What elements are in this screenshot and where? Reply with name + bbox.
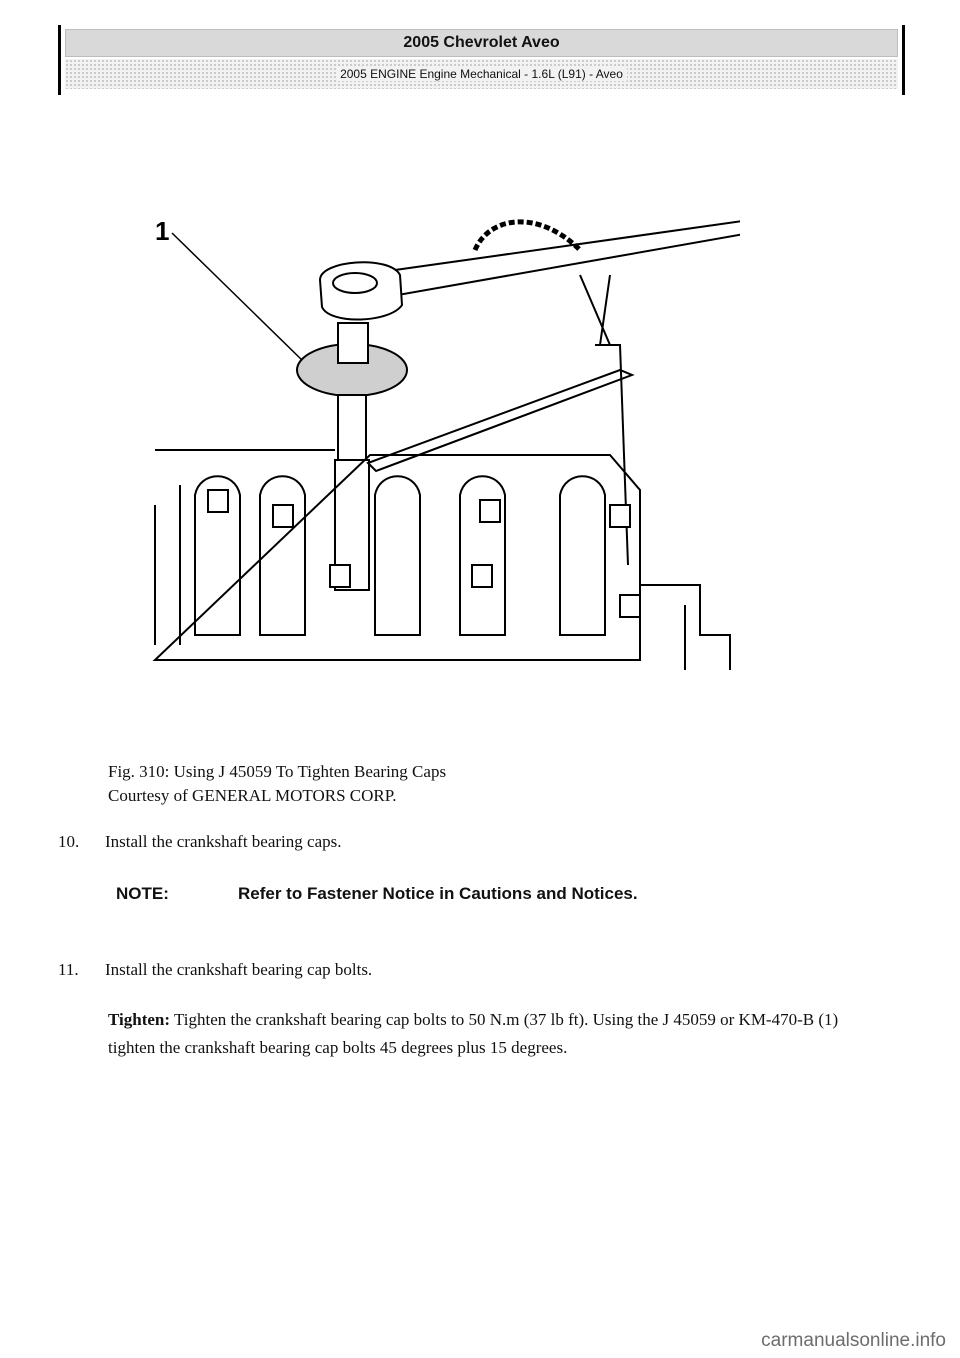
- watermark: carmanualsonline.info: [761, 1330, 946, 1351]
- figure-callout: 1: [155, 216, 170, 246]
- step-number: 10.: [58, 832, 80, 851]
- step-11: [58, 958, 372, 982]
- figure-illustration: [140, 205, 740, 675]
- figure-caption-credit: Courtesy of GENERAL MOTORS CORP.: [108, 786, 397, 805]
- gauge-body: [338, 323, 368, 363]
- step-number: 11.: [58, 960, 79, 979]
- figure-caption: [108, 760, 446, 808]
- bearing-caps: [195, 476, 605, 635]
- header-subtitle-bar: [65, 59, 898, 89]
- figure-caption-title: Fig. 310: Using J 45059 To Tighten Bearing Caps: [108, 762, 447, 781]
- callout-leader-line: [172, 233, 305, 363]
- header-right-rule: [902, 25, 905, 95]
- extension-bar: [338, 395, 366, 465]
- bearing-cap-bolts: [208, 490, 640, 617]
- step-10: [58, 830, 342, 854]
- step-text: Install the crankshaft bearing cap bolts.: [105, 960, 373, 979]
- header-left-rule: [58, 25, 61, 95]
- tighten-specification: [108, 1006, 868, 1062]
- block-right-components: [640, 585, 730, 670]
- torque-angle-gauge-drawing: [140, 205, 740, 675]
- header-subtitle: 2005 ENGINE Engine Mechanical - 1.6L (L91) - Aveo: [336, 67, 627, 81]
- tighten-text: Tighten the crankshaft bearing cap bolts to 50 N.m (37 lb ft). Using the J 45059 or KM-470-B (1) tighten the crankshaft bearing cap bolts 45 degrees plus 15 degrees.: [108, 1010, 839, 1057]
- ratchet-head: [320, 262, 402, 319]
- block-left-edge: [155, 485, 180, 645]
- tighten-label: Tighten:: [108, 1010, 171, 1029]
- header-title: 2005 Chevrolet Aveo: [65, 29, 898, 57]
- step-text: Install the crankshaft bearing caps.: [105, 832, 342, 851]
- note-label: NOTE:: [116, 884, 169, 903]
- note-text: Refer to Fastener Notice in Cautions and Notices.: [238, 884, 638, 903]
- page-header: [58, 25, 905, 95]
- ratchet-handle: [395, 220, 740, 295]
